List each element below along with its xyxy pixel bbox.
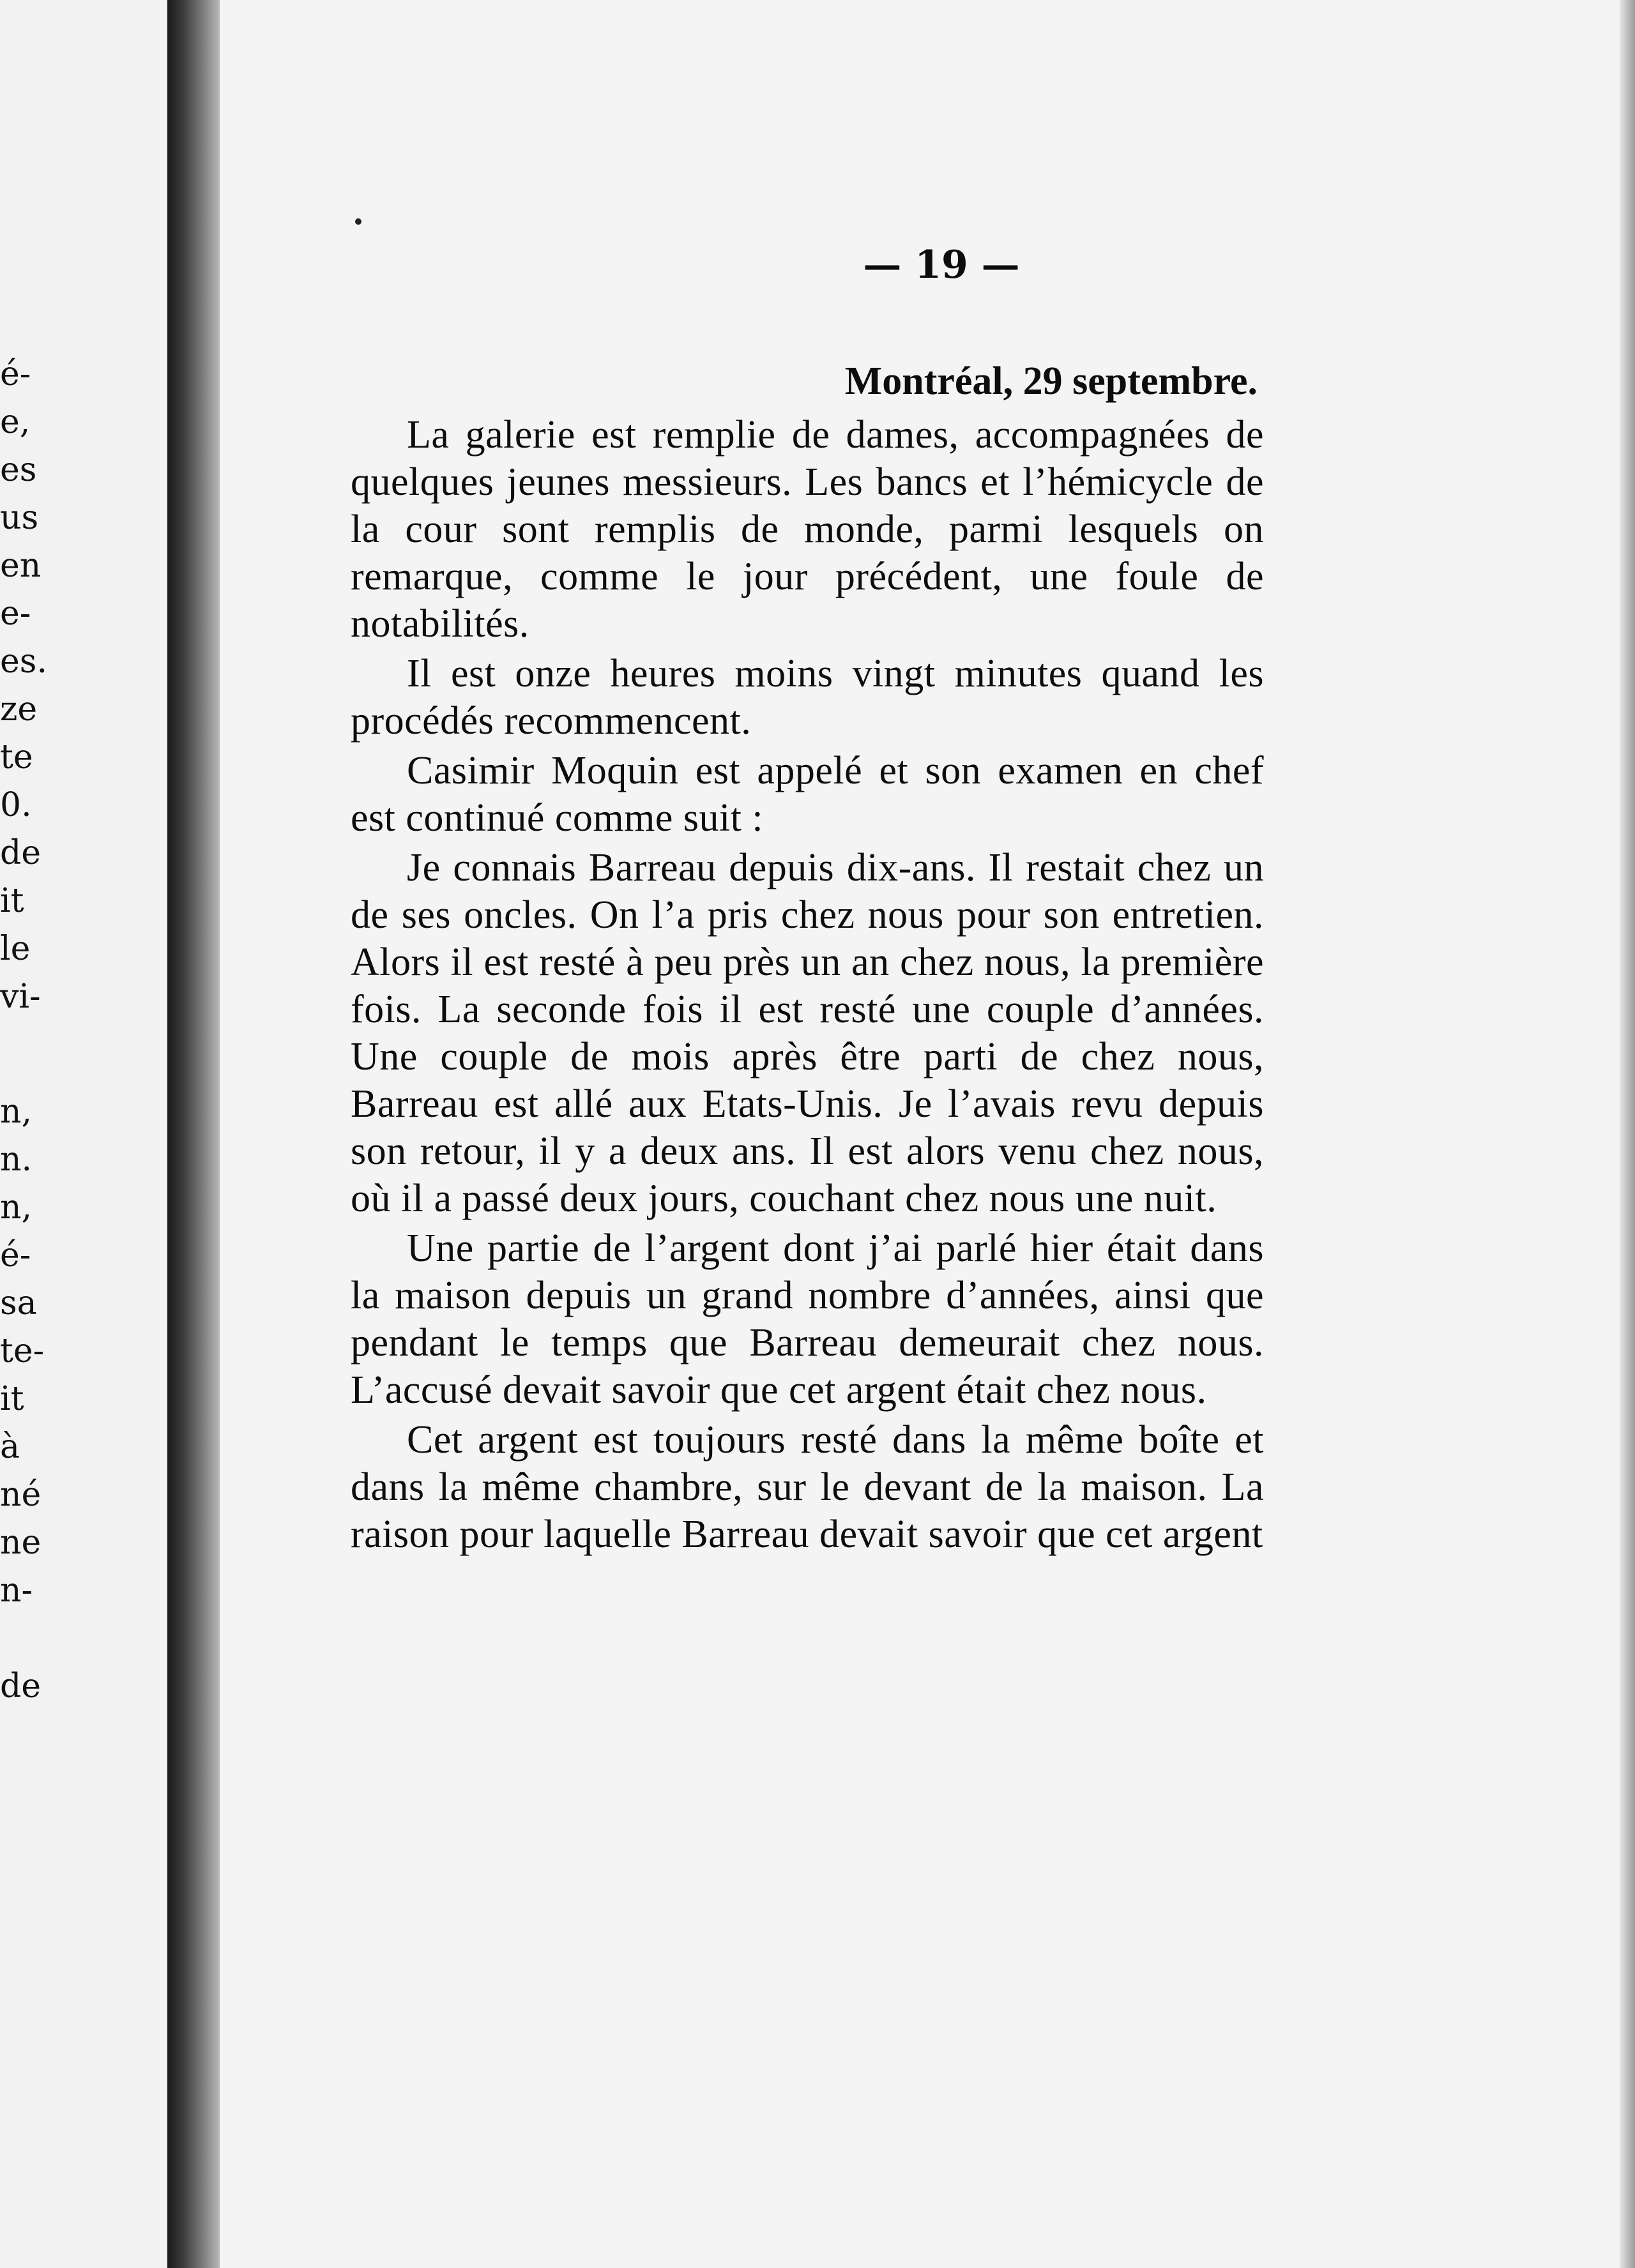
page-number: — 19 — [863, 243, 1020, 287]
facing-page-fragment: ze [0, 690, 38, 729]
facing-page-fragment: 0. [0, 786, 32, 824]
facing-page-fragment: e, [0, 403, 31, 441]
paragraph: La galerie est remplie de dames, accompagnées de quelques jeunes messieurs. Les bancs et l’hémicycle de la cour sont remplis de monde, parmi lesquels on remarque, comme le jour précédent, une foule de notabilités. [351, 413, 1264, 646]
paragraph: Cet argent est toujours resté dans la même boîte et dans la même chambre, sur le devant de la maison. La raison pour laquelle Barreau devait savoir que cet argent [351, 1418, 1264, 1556]
facing-page-fragment: é- [0, 1236, 31, 1274]
facing-page-fragment: es. [0, 642, 47, 681]
facing-page-edge [0, 0, 167, 2268]
page-body [351, 358, 1264, 1561]
facing-page-fragment: é- [0, 355, 31, 393]
page-edge-shadow [1620, 0, 1635, 2268]
facing-page-fragment: e- [0, 594, 31, 633]
facing-page-fragment: it [0, 882, 24, 920]
facing-page-fragment: es [0, 451, 37, 489]
facing-page-fragment: de [0, 834, 42, 872]
facing-page-fragment: sa [0, 1284, 37, 1322]
paragraph: Je connais Barreau depuis dix-ans. Il restait chez un de ses oncles. On l’a pris chez nous pour son entretien. Alors il est resté à peu près un an chez nous, la première fois. La seconde fois il est resté une couple d’années. Une couple de mois après être parti de chez nous, Barreau est allé aux Etats-Unis. Je l’avais revu depuis son retour, il y a deux ans. Il est alors venu chez nous, où il a passé deux jours, couchant chez nous une nuit. [351, 846, 1264, 1220]
paragraph: Il est onze heures moins vingt minutes quand les procédés recommencent. [351, 652, 1264, 743]
book-page [220, 0, 1635, 2268]
facing-page-fragment: en [0, 547, 42, 585]
facing-page-text-fragments [0, 0, 167, 2268]
paragraph: Une partie de l’argent dont j’ai parlé hier était dans la maison depuis un grand nombre d’années, ainsi que pendant le temps que Barreau demeurait chez nous. L’accusé devait savoir que cet argent était chez nous. [351, 1227, 1264, 1412]
facing-page-fragment: vi- [0, 978, 41, 1016]
facing-page-fragment: à [0, 1428, 20, 1466]
book-gutter [167, 0, 220, 2268]
facing-page-fragment: te [0, 738, 33, 776]
facing-page-fragment: n, [0, 1188, 33, 1227]
paragraph: Casimir Moquin est appelé et son examen en chef est continué comme suit : [351, 749, 1264, 840]
facing-page-fragment: ne [0, 1523, 42, 1562]
facing-page-fragment: n, [0, 1092, 33, 1131]
dateline: Montréal, 29 septembre. [844, 359, 1258, 403]
ink-speck [355, 218, 361, 225]
facing-page-fragment: né [0, 1476, 42, 1514]
facing-page-fragment: n- [0, 1571, 33, 1610]
facing-page-fragment: de [0, 1667, 42, 1705]
facing-page-fragment: le [0, 930, 31, 968]
facing-page-fragment: n. [0, 1140, 33, 1179]
facing-page-fragment: te- [0, 1332, 45, 1370]
facing-page-fragment: us [0, 499, 39, 537]
facing-page-fragment: it [0, 1380, 24, 1418]
